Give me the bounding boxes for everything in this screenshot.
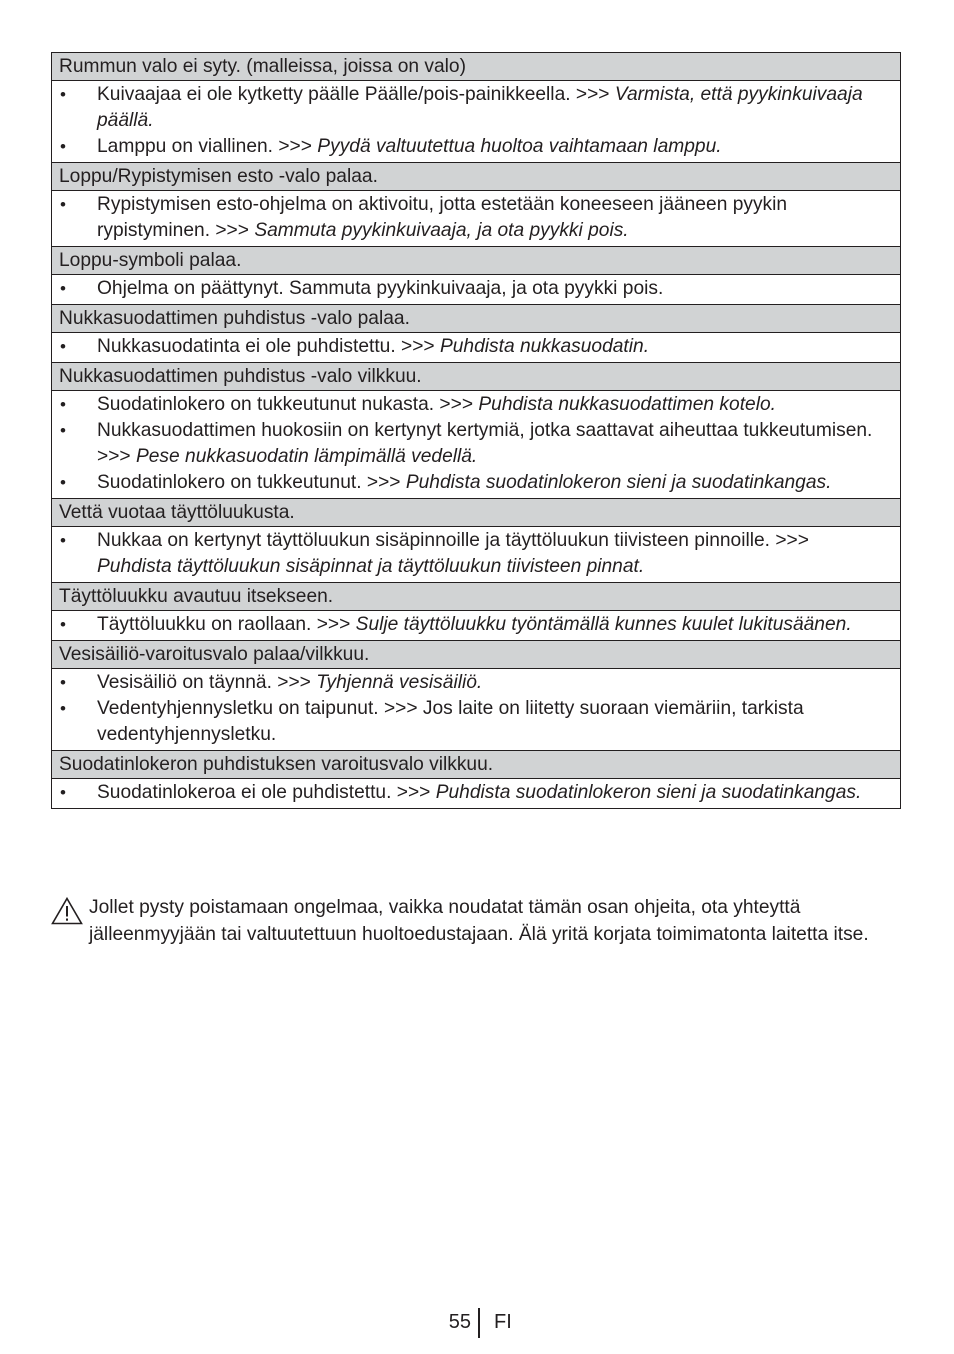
section-body-row (52, 191, 901, 247)
remedy-text: Pyydä valtuutettua huoltoa vaihtamaan lamppu. (317, 136, 722, 157)
section-header-row (52, 247, 901, 275)
cause-text: Suodatinlokero on tukkeutunut. >>> (97, 472, 406, 493)
section-header: Rummun valo ei syty. (malleissa, joissa on valo) (52, 53, 901, 81)
section-header: Vesisäiliö-varoitusvalo palaa/vilkkuu. (52, 641, 901, 669)
bullet: • (60, 615, 66, 634)
section-header: Vettä vuotaa täyttöluukusta. (52, 499, 901, 527)
section-header-row (52, 363, 901, 391)
list-item (52, 192, 900, 244)
section-body (52, 669, 901, 751)
section-header-row (52, 53, 901, 81)
cause-text: Nukkaa on kertynyt täyttöluukun sisäpinnoille ja täyttöluukun tiivisteen pinnoille. >>> (97, 530, 809, 551)
section-body-row (52, 81, 901, 163)
cause-text: Suodatinlokeroa ei ole puhdistettu. >>> (97, 782, 436, 803)
bullet: • (60, 195, 66, 214)
section-body (52, 391, 901, 499)
section-header: Suodatinlokeron puhdistuksen varoitusvalo vilkkuu. (52, 751, 901, 779)
cause-text: Ohjelma on päättynyt. Sammuta pyykinkuivaaja, ja ota pyykki pois. (97, 278, 664, 299)
footer-divider (478, 1308, 480, 1338)
section-header: Nukkasuodattimen puhdistus -valo vilkkuu. (52, 363, 901, 391)
section-body-row (52, 275, 901, 305)
section-body (52, 191, 901, 247)
list-item (52, 82, 900, 134)
warning-note (51, 895, 901, 948)
list-item (52, 528, 900, 580)
cause-text: Lamppu on viallinen. >>> (97, 136, 318, 157)
list-item (52, 334, 900, 360)
list-item (52, 276, 900, 302)
cause-text: Vedentyhjennysletku on taipunut. >>> Jos laite on liitetty suoraan viemäriin, tarkista vedentyhjennysletku. (97, 698, 804, 745)
remedy-text: Puhdista suodatinlokeron sieni ja suodatinkangas. (405, 472, 832, 493)
section-header: Nukkasuodattimen puhdistus -valo palaa. (52, 305, 901, 333)
cause-text: Kuivaajaa ei ole kytketty päälle Päälle/pois-painikkeella. >>> (97, 84, 615, 105)
list-item (52, 780, 900, 806)
section-header-row (52, 583, 901, 611)
section-header: Loppu/Rypistymisen esto -valo palaa. (52, 163, 901, 191)
bullet: • (60, 699, 66, 718)
warning-text: Jollet pysty poistamaan ongelmaa, vaikka noudatat tämän osan ohjeita, ota yhteyttä jälleenmyyjään tai valtuutettuun huoltoedustajaan. Älä yritä korjata toimimatonta laitetta itse. (89, 897, 869, 945)
remedy-text: Sammuta pyykinkuivaaja, ja ota pyykki pois. (254, 220, 629, 241)
cause-text: Nukkasuodatinta ei ole puhdistettu. >>> (97, 336, 440, 357)
list-item (52, 670, 900, 696)
remedy-text: Puhdista suodatinlokeron sieni ja suodatinkangas. (435, 782, 862, 803)
bullet: • (60, 531, 66, 550)
list-item (52, 418, 900, 470)
remedy-text: Sulje täyttöluukku työntämällä kunnes kuulet lukitusäänen. (355, 614, 852, 635)
remedy-text: Puhdista nukkasuodatin. (439, 336, 650, 357)
remedy-text: Tyhjennä vesisäiliö. (316, 672, 483, 693)
cause-text: Suodatinlokero on tukkeutunut nukasta. >>> (97, 394, 479, 415)
section-body (52, 611, 901, 641)
bullet: • (60, 279, 66, 298)
section-body-row (52, 527, 901, 583)
language-code: FI (494, 1311, 512, 1333)
section-header-row (52, 751, 901, 779)
list-item (52, 696, 900, 748)
remedy-text: Pese nukkasuodatin lämpimällä vedellä. (135, 446, 478, 467)
list-item (52, 392, 900, 418)
cause-text: Nukkasuodattimen huokosiin on kertynyt kertymiä, jotka saattavat aiheuttaa tukkeutumisen. >>> (97, 420, 873, 467)
section-body-row (52, 611, 901, 641)
remedy-text: Puhdista nukkasuodattimen kotelo. (478, 394, 776, 415)
section-body (52, 275, 901, 305)
section-header-row (52, 163, 901, 191)
bullet: • (60, 421, 66, 440)
section-header-row (52, 499, 901, 527)
remedy-text: Puhdista täyttöluukun sisäpinnat ja täyttöluukun tiivisteen pinnat. (97, 556, 645, 577)
section-header: Täyttöluukku avautuu itsekseen. (52, 583, 901, 611)
section-header: Loppu-symboli palaa. (52, 247, 901, 275)
section-body-row (52, 669, 901, 751)
bullet: • (60, 137, 66, 156)
cause-text: Vesisäiliö on täynnä. >>> (97, 672, 317, 693)
section-body-row (52, 391, 901, 499)
section-body (52, 333, 901, 363)
cause-text: Rypistymisen esto-ohjelma on aktivoitu, jotta estetään koneeseen jääneen pyykin rypistyminen. >>> (97, 194, 788, 241)
bullet: • (60, 337, 66, 356)
warning-triangle-icon (51, 897, 83, 925)
section-body (52, 527, 901, 583)
page-footer (0, 1308, 954, 1338)
cause-text: Täyttöluukku on raollaan. >>> (97, 614, 356, 635)
bullet: • (60, 85, 66, 104)
bullet: • (60, 395, 66, 414)
section-header-row (52, 641, 901, 669)
section-header-row (52, 305, 901, 333)
section-body (52, 81, 901, 163)
list-item (52, 134, 900, 160)
troubleshooting-table (51, 52, 901, 809)
bullet: • (60, 783, 66, 802)
page-number: 55 (448, 1311, 471, 1333)
section-body-row (52, 333, 901, 363)
bullet: • (60, 473, 66, 492)
list-item (52, 612, 900, 638)
section-body-row (52, 779, 901, 809)
section-body (52, 779, 901, 809)
remedy-text: Varmista, että pyykinkuivaaja päällä. (97, 84, 863, 131)
bullet: • (60, 673, 66, 692)
list-item (52, 470, 900, 496)
